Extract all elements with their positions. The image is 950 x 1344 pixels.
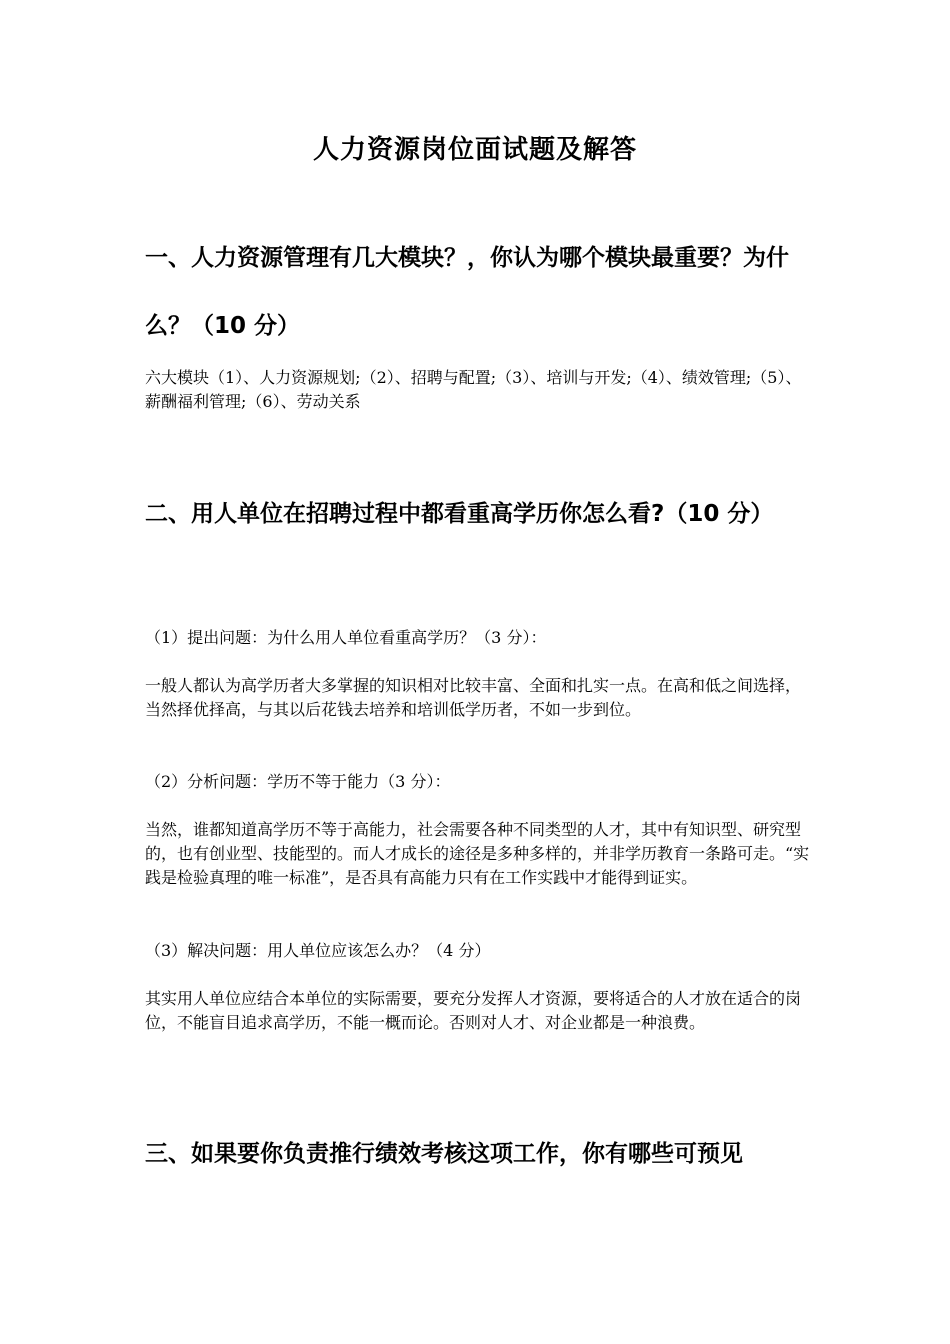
section-2-heading: 二、用人单位在招聘过程中都看重高学历你怎么看?（10 分）: [145, 501, 774, 527]
section-2-paragraph-1: （1）提出问题：为什么用人单位看重高学历？（3 分）：: [145, 628, 547, 647]
document-title: 人力资源岗位面试题及解答: [312, 135, 637, 165]
section-2-paragraph-2: 一般人都认为高学历者大多掌握的知识相对比较丰富、全面和扎实一点。在高和低之间选择，当然择优择高，与其以后花钱去培养和培训低学历者，不如一步到位。: [145, 676, 802, 719]
section-2-paragraph-3: （2）分析问题：学历不等于能力（3 分）：: [145, 772, 451, 791]
section-2-paragraph-4: 当然，谁都知道高学历不等于高能力，社会需要各种不同类型的人才，其中有知识型、研究型的，也有创业型、技能型的。而人才成长的途径是多种多样的，并非学历教育一条路可走。“实践是检验真理的唯一标准”，是否具有高能力只有在工作实践中才能得到证实。: [145, 820, 810, 887]
section-1-paragraph-1: 六大模块（1）、人力资源规划;（2）、招聘与配置;（3）、培训与开发;（4）、绩效管理;（5）、薪酬福利管理;（6）、劳动关系: [145, 368, 802, 411]
section-1-heading: 一、人力资源管理有几大模块？，你认为哪个模块最重要？为什么？（10 分）: [145, 245, 789, 339]
section-3-heading: 三、如果要你负责推行绩效考核这项工作，你有哪些可预见: [145, 1141, 743, 1167]
section-2-paragraph-6: 其实用人单位应结合本单位的实际需要，要充分发挥人才资源，要将适合的人才放在适合的岗位，不能盲目追求高学历，不能一概而论。否则对人才、对企业都是一种浪费。: [145, 989, 802, 1032]
section-2-paragraph-5: （3）解决问题：用人单位应该怎么办？（4 分）: [145, 941, 491, 960]
